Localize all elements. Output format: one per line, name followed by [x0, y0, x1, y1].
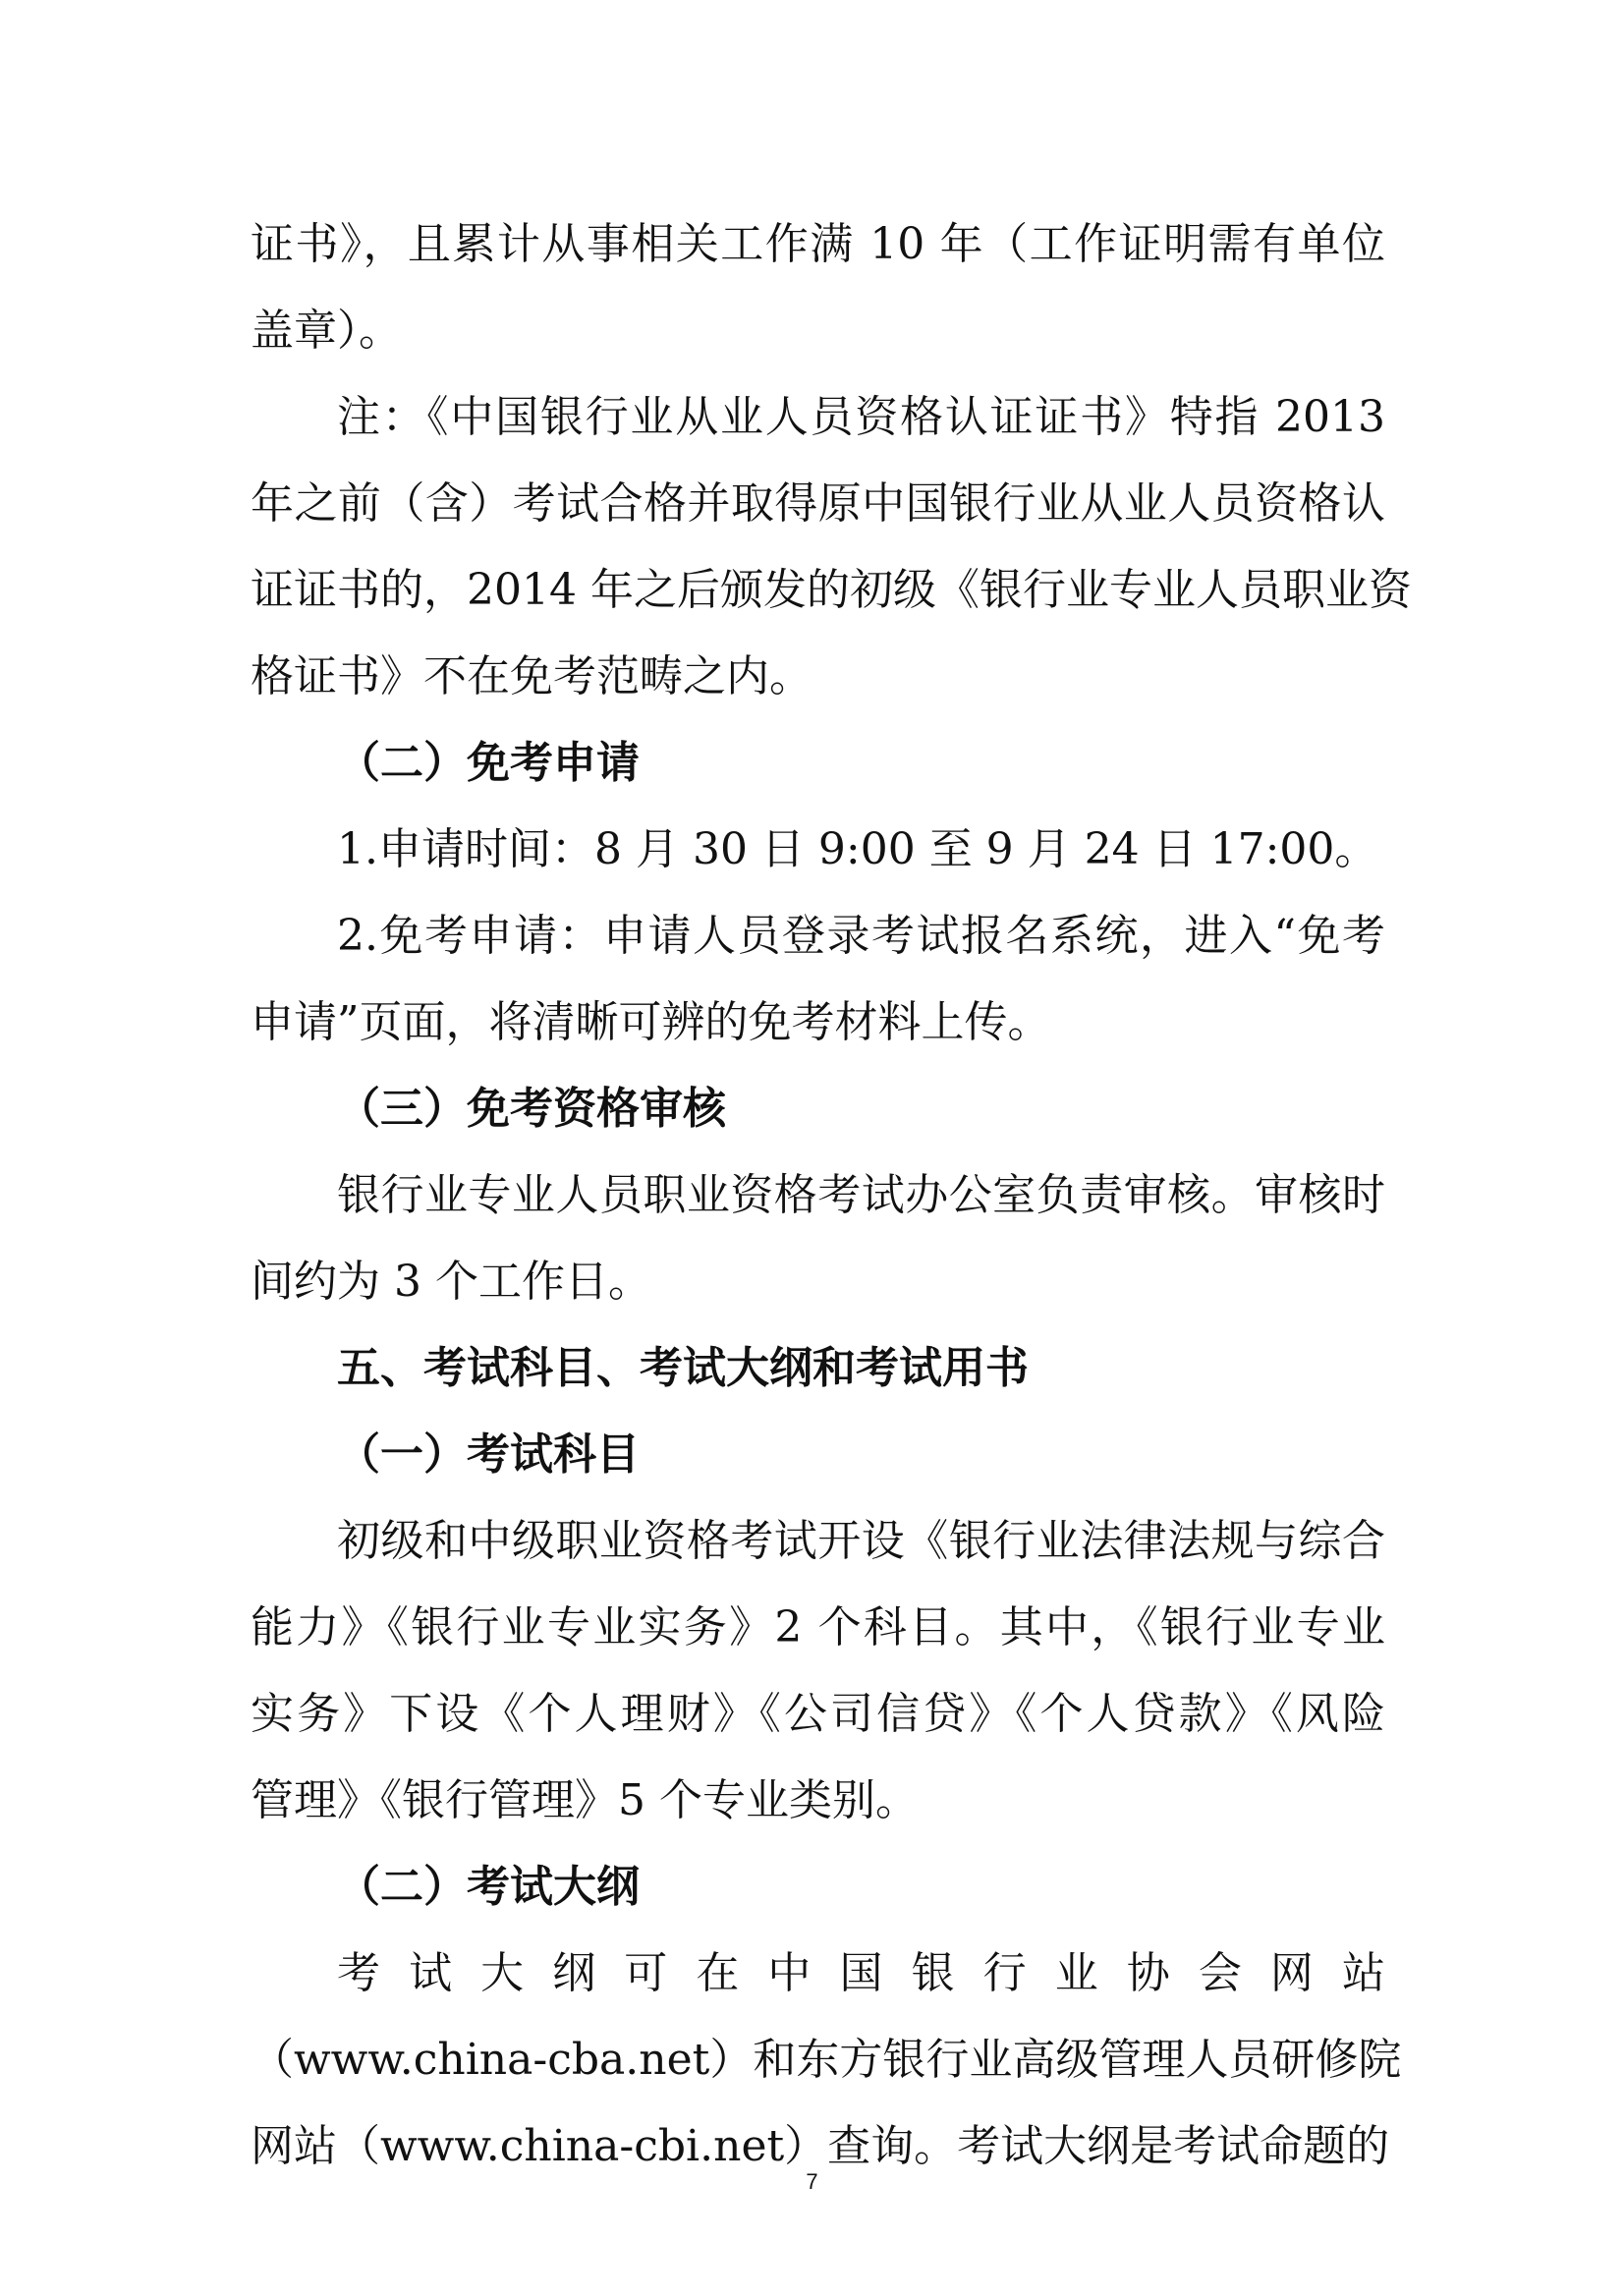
- application-time-line: 1.申请时间：8 月 30 日 9:00 至 9 月 24 日 17:00。: [337, 824, 1378, 874]
- note-line-1: 注：《中国银行业从业人员资格认证证书》特指 2013: [337, 392, 1385, 442]
- outline-line-1: 考试大纲可在中国银行业协会网站: [337, 1948, 1385, 1998]
- note-line-4: 格证书》不在免考范畴之内。: [251, 651, 812, 701]
- section-heading-exemption-application: （二）免考申请: [337, 738, 640, 788]
- application-process-line-2: 申请”页面，将清晰可辨的免考材料上传。: [251, 997, 1051, 1047]
- section-heading-qualification-review: （三）免考资格审核: [337, 1084, 726, 1134]
- outline-line-2: （www.china-cba.net）和东方银行业高级管理人员研修院: [251, 2035, 1402, 2085]
- section-heading-exam-outline: （二）考试大纲: [337, 1862, 640, 1912]
- application-process-line-1: 2.免考申请：申请人员登录考试报名系统，进入“免考: [337, 911, 1385, 961]
- text-line-1: 证书》，且累计从事相关工作满 10 年（工作证明需有单位: [251, 219, 1385, 269]
- note-line-2: 年之前（含）考试合格并取得原中国银行业从业人员资格认: [251, 478, 1385, 529]
- outline-line-3: 网站（www.china-cbi.net）查询。考试大纲是考试命题的: [251, 2121, 1390, 2171]
- document-page: [251, 0, 1412, 2296]
- subjects-line-1: 初级和中级职业资格考试开设《银行业法律法规与综合: [337, 1516, 1385, 1566]
- text-line-2: 盖章）。: [251, 306, 402, 356]
- section-heading-exam-subjects: （一）考试科目: [337, 1429, 640, 1480]
- review-line-2: 间约为 3 个工作日。: [251, 1257, 651, 1307]
- note-line-3: 证证书的，2014 年之后颁发的初级《银行业专业人员职业资: [251, 565, 1412, 615]
- chapter-heading-subjects: 五、考试科目、考试大纲和考试用书: [337, 1343, 1029, 1393]
- subjects-line-4: 管理》《银行管理》5 个专业类别。: [251, 1775, 919, 1825]
- page-number: 7: [806, 2169, 818, 2194]
- review-line-1: 银行业专业人员职业资格考试办公室负责审核。审核时: [337, 1170, 1385, 1220]
- subjects-line-2: 能力》《银行业专业实务》2 个科目。其中，《银行业专业: [251, 1602, 1385, 1652]
- subjects-line-3: 实务》下设《个人理财》《公司信贷》《个人贷款》《风险: [251, 1689, 1385, 1739]
